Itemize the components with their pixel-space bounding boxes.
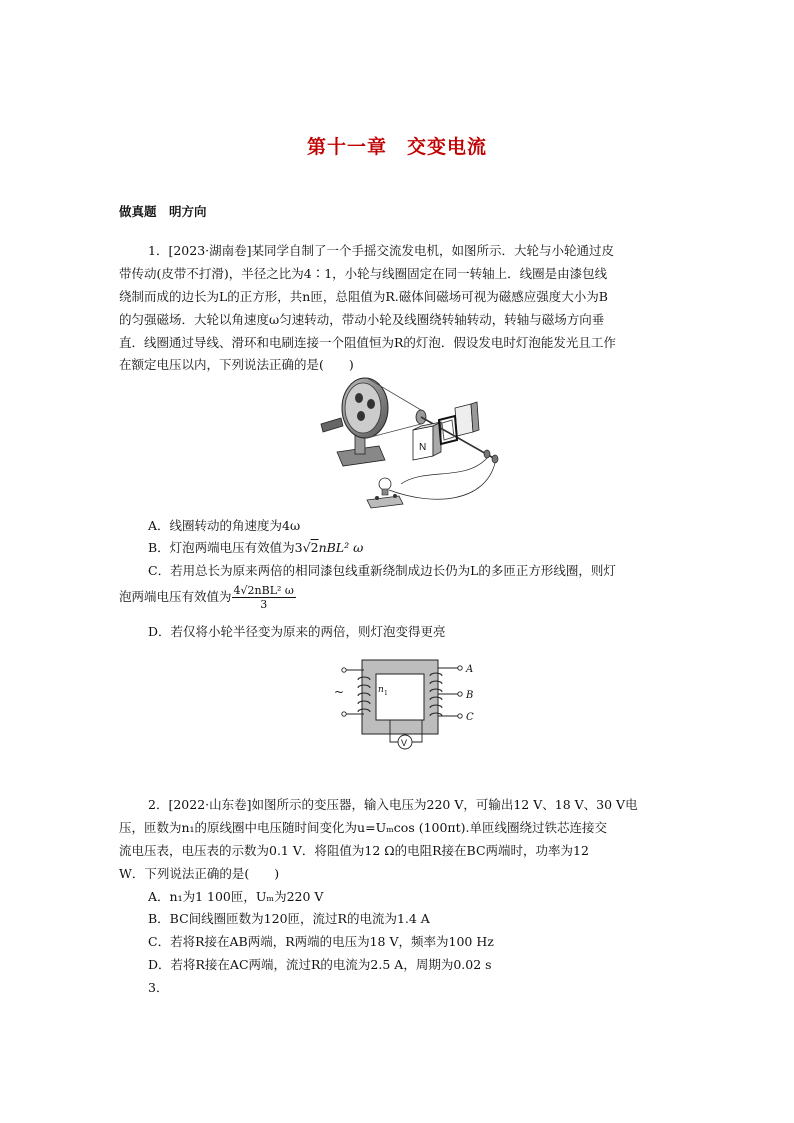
q1-option-c-prefix: 泡两端电压有效值为 xyxy=(119,589,232,604)
q1-option-a: A．线圈转动的角速度为4ω xyxy=(148,518,301,533)
fraction-denominator: 3 xyxy=(260,598,268,611)
q2-line-2: 压，匝数为n₁的原线圈中电压随时间变化为u=Uₘcos (100πt).单匝线圈绕过铁芯连接交 xyxy=(119,820,608,835)
magnet-n-label: N xyxy=(419,442,427,453)
q3-number: 3． xyxy=(148,980,169,995)
q1-option-c-fraction xyxy=(232,584,296,611)
q2-option-d: D．若将R接在AC两端，流过R的电流为2.5 A，周期为0.02 s xyxy=(148,957,492,972)
terminal-a-label: A xyxy=(466,664,474,675)
q2-line-1: 2．[2022·山东卷]如图所示的变压器，输入电压为220 V，可输出12 V、18 V、30 V电 xyxy=(148,797,638,812)
q2-option-a: A．n₁为1 100匝，Uₘ为220 V xyxy=(148,889,324,904)
q1-line-1: 1．[2023·湖南卷]某同学自制了一个手摇交流发电机，如图所示．大轮与小轮通过皮 xyxy=(148,243,614,258)
q1-option-b-root: 2 xyxy=(310,540,319,555)
section-heading: 做真题 明方向 xyxy=(119,204,207,219)
q1-option-b-rest: nBL² ω xyxy=(318,540,364,555)
fraction-numerator: 4√2nBL² ω xyxy=(233,584,294,597)
q2-line-4: W．下列说法正确的是( ) xyxy=(119,866,280,881)
ac-source-tilde: ~ xyxy=(334,685,345,699)
terminal-b-label: B xyxy=(466,690,474,701)
q1-option-c-line-2 xyxy=(119,584,296,611)
q1-option-d: D．若仅将小轮半径变为原来的两倍，则灯泡变得更亮 xyxy=(148,624,446,639)
n1-label: n xyxy=(378,685,384,695)
q2-line-3: 流电压表，电压表的示数为0.1 V．将阻值为12 Ω的电阻R接在BC两端时，功率为12 xyxy=(119,843,589,858)
q1-line-2: 带传动(皮带不打滑)，半径之比为4∶1，小轮与线圈固定在同一转轴上．线圈是由漆包线 xyxy=(119,266,608,281)
q2-option-c: C．若将R接在AB两端，R两端的电压为18 V，频率为100 Hz xyxy=(148,934,494,949)
q1-option-b xyxy=(148,540,363,556)
q1-line-5: 直．线圈通过导线、滑环和电刷连接一个阻值恒为R的灯泡．假设发电时灯泡能发光且工作 xyxy=(119,335,616,350)
chapter-title: 第十一章 交变电流 xyxy=(306,136,487,158)
q1-line-3: 绕制而成的边长为L的正方形，共n匝，总阻值为R.磁体间磁场可视为磁感应强度大小为B xyxy=(119,289,608,304)
hand-generator-figure xyxy=(315,372,510,512)
voltmeter-label: V xyxy=(401,738,408,748)
n1-subscript: 1 xyxy=(384,690,388,697)
q1-line-4: 的匀强磁场．大轮以角速度ω匀速转动，带动小轮及线圈绕转轴转动，转轴与磁场方向垂 xyxy=(119,312,605,327)
q2-option-b: B．BC间线圈匝数为120匝，流过R的电流为1.4 A xyxy=(148,911,430,926)
terminal-c-label: C xyxy=(466,712,474,723)
q1-option-b-prefix: B．灯泡两端电压有效值为3 xyxy=(148,540,303,555)
transformer-figure xyxy=(330,656,495,756)
q1-option-c-line-1: C．若用总长为原来两倍的相同漆包线重新绕制成边长仍为L的多匝正方形线圈，则灯 xyxy=(148,563,616,578)
q1-line-6: 在额定电压以内，下列说法正确的是( ) xyxy=(119,357,354,372)
sqrt-sign: √ xyxy=(302,540,311,555)
